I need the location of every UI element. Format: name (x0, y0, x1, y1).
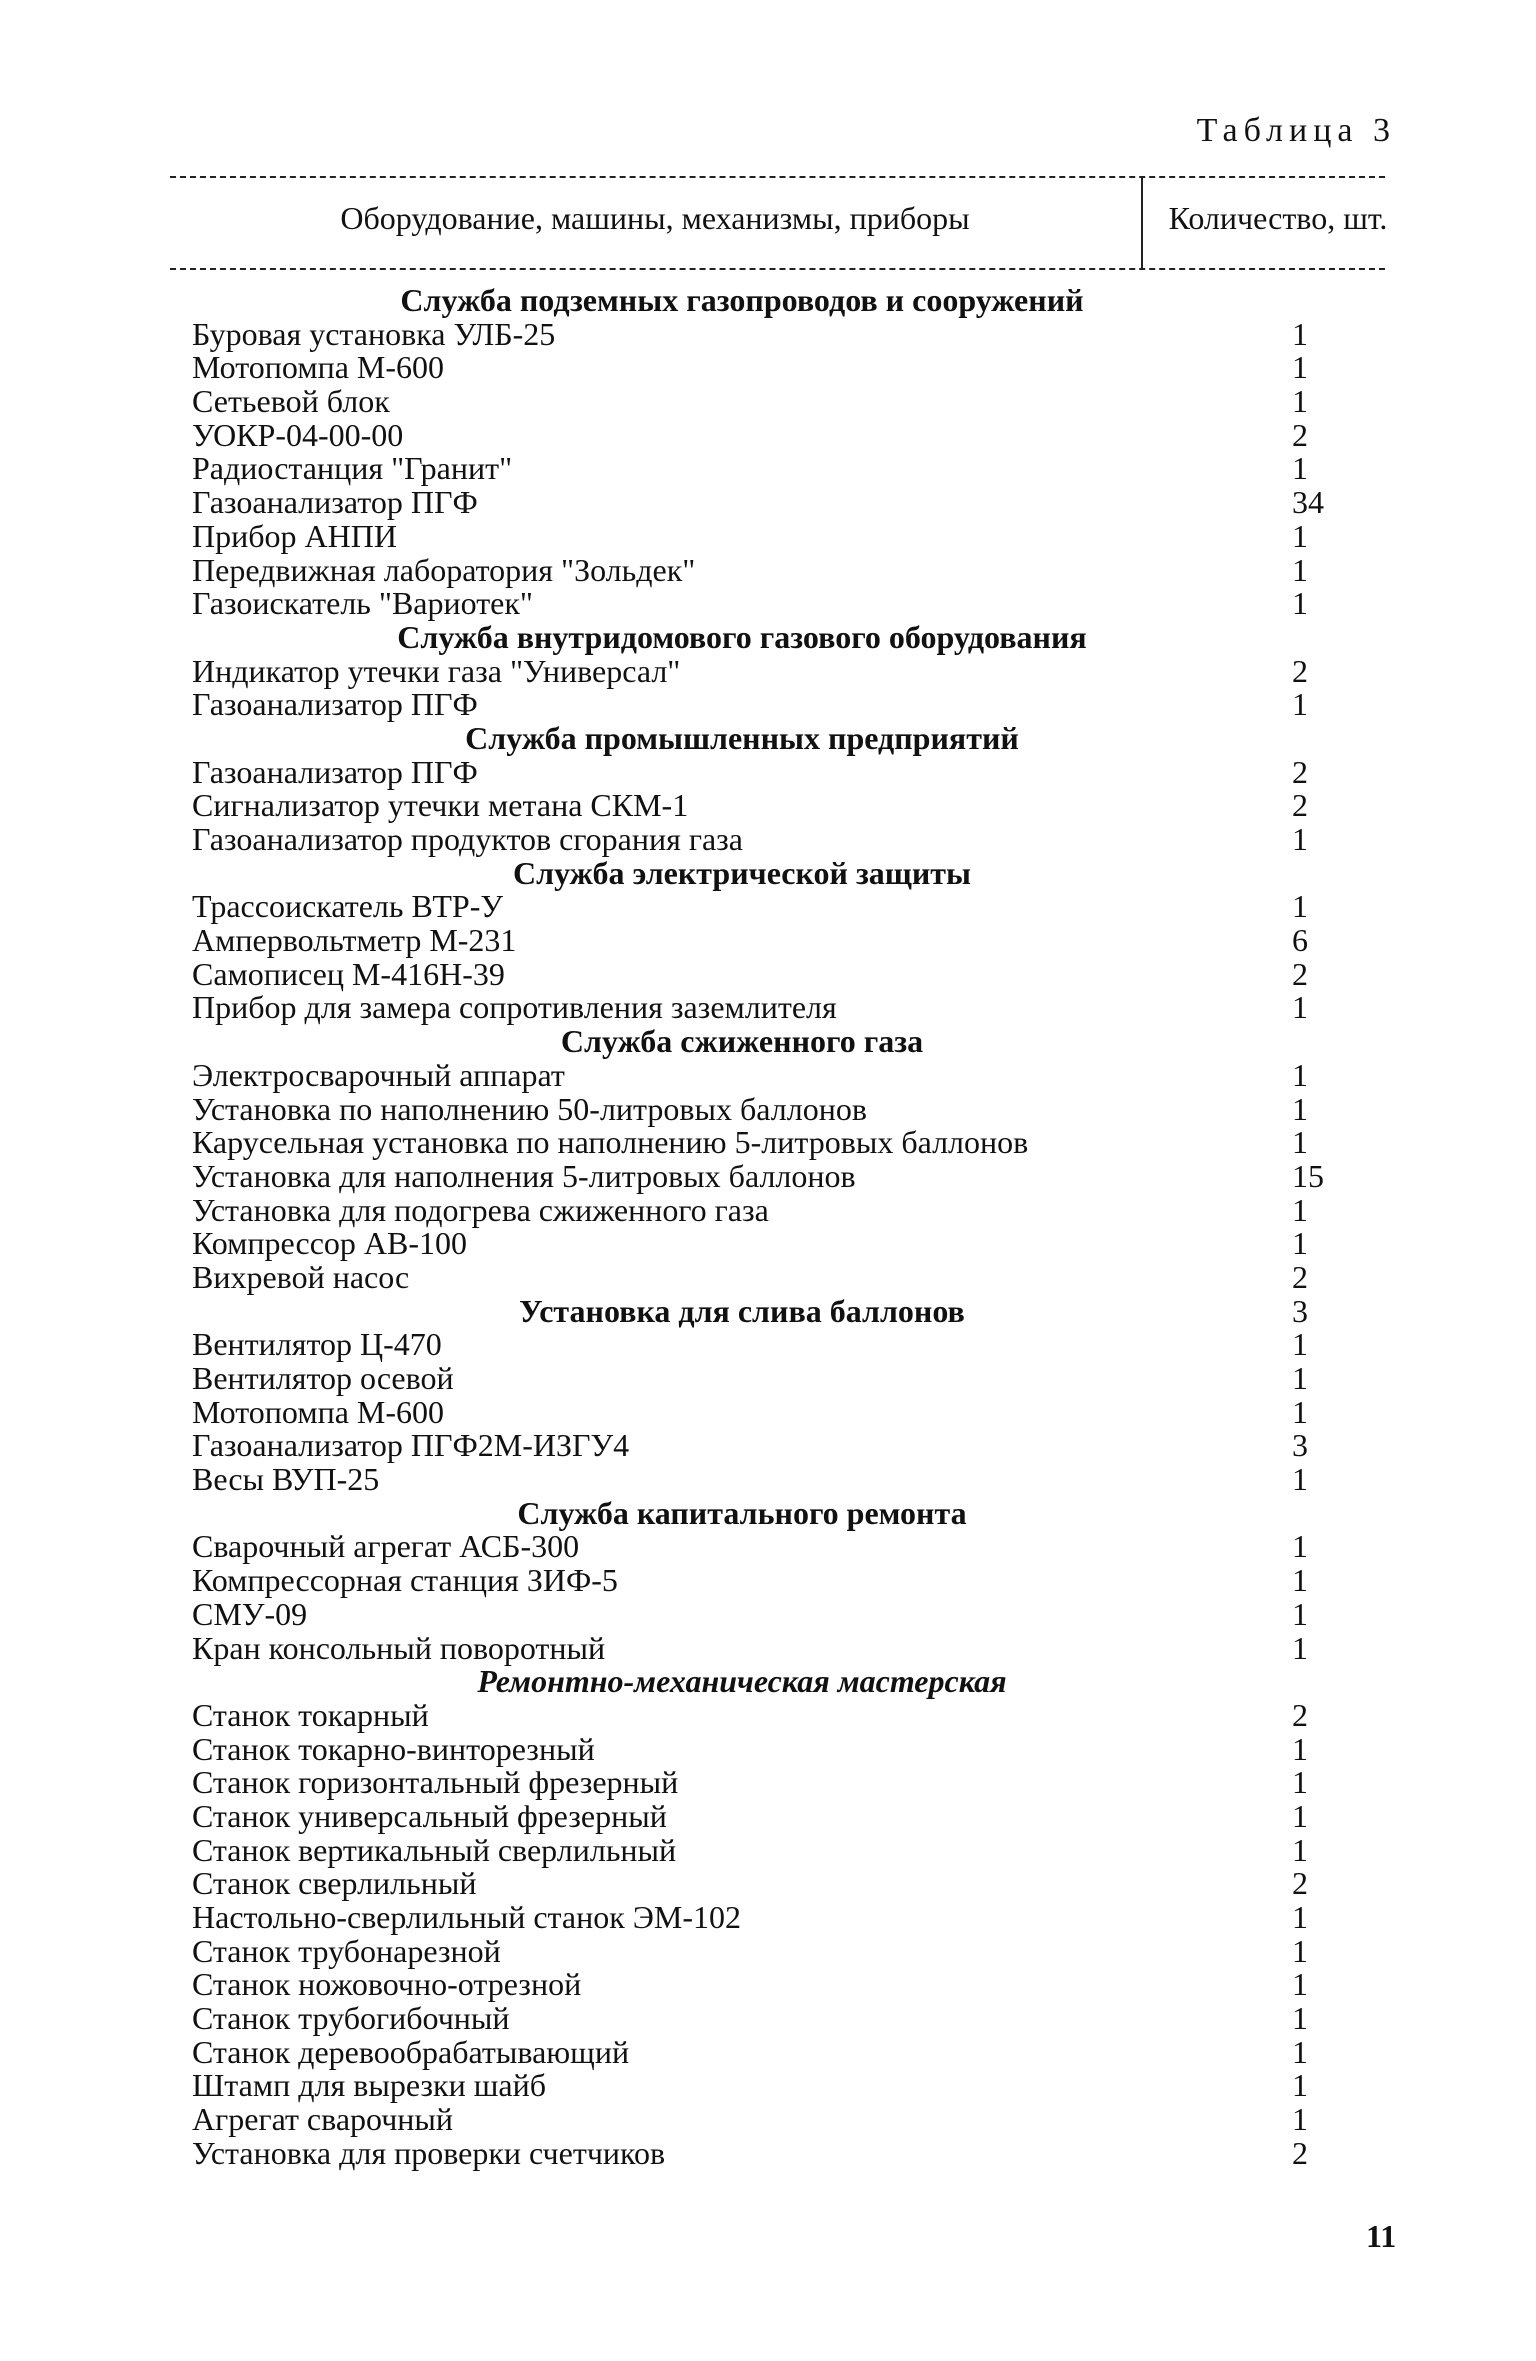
item-quantity: 2 (1292, 753, 1308, 790)
table-row (192, 1227, 1352, 1261)
item-quantity: 1 (1292, 2101, 1308, 2138)
section-title: Служба промышленных предприятий (465, 719, 1019, 756)
item-name: Штамп для вырезки шайб (192, 2067, 546, 2104)
table-row (192, 1831, 1352, 1868)
table-row (192, 823, 1352, 857)
item-quantity: 1 (1292, 1191, 1308, 1228)
item-quantity (1292, 284, 1352, 318)
item-name: Агрегат сварочный (192, 2101, 454, 2138)
section-title: Служба сжиженного газа (560, 1023, 924, 1060)
item-name: Трассоискатель ВТР-У (192, 888, 504, 925)
table-row (192, 1056, 1352, 1093)
section-heading-row (192, 1494, 1352, 1531)
item-name: Установка по наполнению 50-литровых баллонов (192, 1090, 867, 1127)
item-name: Карусельная установка по наполнению 5-литровых баллонов (192, 1124, 1029, 1161)
table-row (192, 1932, 1352, 1969)
item-quantity: 1 (1292, 517, 1308, 554)
table-row (192, 1328, 1352, 1362)
table-row (192, 486, 1352, 520)
item-quantity: 2 (1292, 1696, 1308, 1733)
section-heading-row (192, 1292, 1352, 1329)
item-quantity: 1 (1292, 2067, 1308, 2104)
item-name: Установка для наполнения 5-литровых баллонов (192, 1157, 856, 1194)
table-row (192, 385, 1352, 419)
item-name: Станок токарно-винторезный (192, 1730, 595, 1767)
item-quantity: 1 (1292, 349, 1308, 386)
item-name: Вентилятор осевой (192, 1360, 454, 1396)
item-quantity: 1 (1292, 1797, 1308, 1834)
item-quantity: 1 (1292, 450, 1308, 487)
item-name: Радиостанция "Гранит" (192, 450, 513, 487)
item-quantity: 1 (1292, 1730, 1308, 1767)
section-heading-row (192, 1665, 1352, 1699)
section-title: Установка для слива баллонов (519, 1292, 965, 1329)
item-name: Станок вертикальный сверлильный (192, 1831, 677, 1868)
item-name: Станок деревообрабатывающий (192, 2033, 630, 2070)
table-row (192, 1629, 1352, 1666)
item-name: Газоанализатор ПГФ (192, 753, 478, 790)
table-row (192, 1730, 1352, 1767)
item-name: Станок трубогибочный (192, 2000, 510, 2037)
item-name: Станок трубонарезной (192, 1932, 501, 1969)
item-quantity: 1 (1292, 1056, 1308, 1093)
item-name: Вихревой насос (192, 1258, 410, 1295)
item-quantity (1292, 1665, 1352, 1699)
table-row (192, 688, 1352, 722)
item-name: Вентилятор Ц-470 (192, 1326, 442, 1363)
item-quantity: 1 (1292, 1124, 1308, 1161)
table-row (192, 1564, 1352, 1598)
table-row (192, 789, 1352, 823)
item-quantity: 1 (1292, 1528, 1308, 1565)
item-name: Сетьевой блок (192, 383, 390, 420)
item-quantity: 2 (1292, 652, 1308, 689)
table-row (192, 1696, 1352, 1733)
header-bottom-rule (170, 268, 1385, 270)
table-row (192, 753, 1352, 790)
item-quantity: 1 (1292, 1764, 1308, 1801)
section-heading-row (192, 854, 1352, 891)
table-row (192, 1191, 1352, 1228)
item-quantity: 1 (1292, 989, 1308, 1026)
table-row (192, 2002, 1352, 2036)
table-row (192, 452, 1352, 486)
item-name: Мотопомпа М-600 (192, 349, 444, 386)
item-quantity: 1 (1292, 1629, 1308, 1666)
item-quantity (1292, 857, 1352, 891)
page-number: 11 (1366, 2218, 1397, 2254)
item-quantity: 1 (1292, 888, 1308, 925)
column-header-quantity: Количество, шт. (1168, 200, 1388, 236)
item-quantity: 1 (1292, 1225, 1308, 1262)
table-row (192, 551, 1352, 588)
item-quantity: 1 (1292, 686, 1308, 723)
item-name: УОКР-04-00-00 (192, 416, 404, 453)
table-row (192, 587, 1352, 621)
item-name: Станок токарный (192, 1696, 429, 1733)
table-row (192, 991, 1352, 1025)
section-title: Ремонтно-механическая мастерская (477, 1663, 1007, 1700)
section-title: Служба внутридомового газового оборудования (397, 618, 1087, 655)
item-name: Индикатор утечки газа "Универсал" (192, 652, 681, 689)
item-quantity: 2 (1292, 1258, 1308, 1295)
item-quantity: 2 (1292, 1865, 1308, 1902)
section-title: Служба подземных газопроводов и сооружений (400, 282, 1084, 318)
item-name: Станок сверлильный (192, 1865, 477, 1902)
table-row (192, 1867, 1352, 1901)
item-name: Станок ножовочно-отрезной (192, 1966, 582, 2003)
section-heading-row (192, 1025, 1352, 1059)
item-quantity: 34 (1292, 484, 1324, 521)
item-name: Весы ВУП-25 (192, 1461, 380, 1498)
table-row (192, 416, 1352, 453)
table-row (192, 1157, 1352, 1194)
table-row (192, 1126, 1352, 1160)
item-quantity: 1 (1292, 1899, 1308, 1935)
item-quantity (1292, 621, 1352, 655)
section-heading-row (192, 284, 1352, 318)
item-quantity (1292, 1025, 1352, 1059)
table-row (192, 1258, 1352, 1295)
item-name: Электросварочный аппарат (192, 1056, 565, 1093)
item-name: СМУ-09 (192, 1595, 308, 1632)
item-quantity: 1 (1292, 1090, 1308, 1127)
item-name: Ампервольтметр М-231 (192, 922, 517, 959)
item-quantity: 1 (1292, 585, 1308, 622)
item-name: Передвижная лаборатория "Зольдек" (192, 551, 696, 588)
table-row (192, 2069, 1352, 2103)
table-row (192, 1766, 1352, 1800)
table-row (192, 2103, 1352, 2137)
table-row (192, 2033, 1352, 2070)
table-row (192, 1090, 1352, 1127)
item-quantity: 2 (1292, 955, 1308, 992)
table-row (192, 1362, 1352, 1396)
header-top-rule (170, 176, 1385, 178)
item-name: Газоискатель "Вариотек" (192, 585, 533, 622)
item-quantity: 1 (1292, 1932, 1308, 1969)
item-name: Установка для подогрева сжиженного газа (192, 1191, 769, 1228)
item-name: Компрессор АВ-100 (192, 1225, 468, 1262)
section-heading-row (192, 719, 1352, 756)
table-row (192, 1901, 1352, 1935)
item-quantity: 2 (1292, 787, 1308, 824)
table-row (192, 652, 1352, 689)
item-quantity: 1 (1292, 1966, 1308, 2003)
item-quantity: 1 (1292, 383, 1308, 420)
item-quantity: 2 (1292, 2134, 1308, 2171)
item-name: Газоанализатор ПГФ2М-ИЗГУ4 (192, 1427, 630, 1464)
item-name: Газоанализатор ПГФ (192, 686, 478, 723)
item-name: Буровая установка УЛБ-25 (192, 315, 556, 352)
item-quantity: 1 (1292, 1595, 1308, 1632)
table-row (192, 1393, 1352, 1430)
table-row (192, 890, 1352, 924)
item-name: Сигнализатор утечки метана СКМ-1 (192, 787, 689, 824)
section-title: Служба электрической защиты (513, 854, 971, 891)
table-row (192, 1595, 1352, 1632)
item-quantity: 3 (1292, 1292, 1308, 1329)
table-row (192, 2134, 1352, 2171)
table-row (192, 1429, 1352, 1463)
item-quantity: 1 (1292, 1326, 1308, 1363)
table-row (192, 351, 1352, 385)
item-quantity: 1 (1292, 1393, 1308, 1430)
item-quantity: 1 (1292, 551, 1308, 588)
item-name: Прибор АНПИ (192, 517, 397, 554)
item-quantity: 1 (1292, 2000, 1308, 2037)
item-name: Установка для проверки счетчиков (192, 2134, 666, 2171)
item-name: Станок универсальный фрезерный (192, 1797, 667, 1834)
item-quantity: 1 (1292, 1562, 1308, 1599)
item-quantity: 1 (1292, 315, 1308, 352)
table-row (192, 517, 1352, 554)
item-name: Самописец М-416Н-39 (192, 955, 505, 992)
table-row (192, 924, 1352, 958)
table-row (192, 1463, 1352, 1497)
item-name: Мотопомпа М-600 (192, 1393, 444, 1430)
item-quantity (1292, 722, 1352, 756)
equipment-table-body (192, 284, 1352, 2171)
table-row (192, 1530, 1352, 1564)
item-name: Станок горизонтальный фрезерный (192, 1764, 679, 1801)
table-caption: Таблица 3 (1196, 112, 1396, 149)
item-name: Прибор для замера сопротивления заземлителя (192, 989, 837, 1026)
column-header-equipment: Оборудование, машины, механизмы, приборы (340, 200, 970, 236)
table-row (192, 315, 1352, 352)
table-row (192, 1797, 1352, 1834)
item-name: Сварочный агрегат АСБ-300 (192, 1528, 580, 1565)
table-row (192, 955, 1352, 992)
item-name: Газоанализатор ПГФ (192, 484, 478, 521)
item-quantity: 1 (1292, 1831, 1308, 1868)
item-quantity: 1 (1292, 1360, 1308, 1396)
item-name: Кран консольный поворотный (192, 1629, 606, 1666)
item-quantity: 1 (1292, 821, 1308, 857)
item-name: Настольно-сверлильный станок ЭМ-102 (192, 1899, 741, 1935)
item-quantity: 1 (1292, 1461, 1308, 1498)
item-quantity: 1 (1292, 2033, 1308, 2070)
section-heading-row (192, 618, 1352, 655)
table-row (192, 1968, 1352, 2002)
item-quantity (1292, 1497, 1352, 1531)
item-quantity: 2 (1292, 416, 1308, 453)
item-name: Компрессорная станция ЗИФ-5 (192, 1562, 618, 1599)
section-title: Служба капитального ремонта (517, 1494, 967, 1531)
item-name: Газоанализатор продуктов сгорания газа (192, 821, 743, 857)
item-quantity: 6 (1292, 922, 1308, 959)
item-quantity: 3 (1292, 1427, 1308, 1464)
item-quantity: 15 (1292, 1157, 1324, 1194)
